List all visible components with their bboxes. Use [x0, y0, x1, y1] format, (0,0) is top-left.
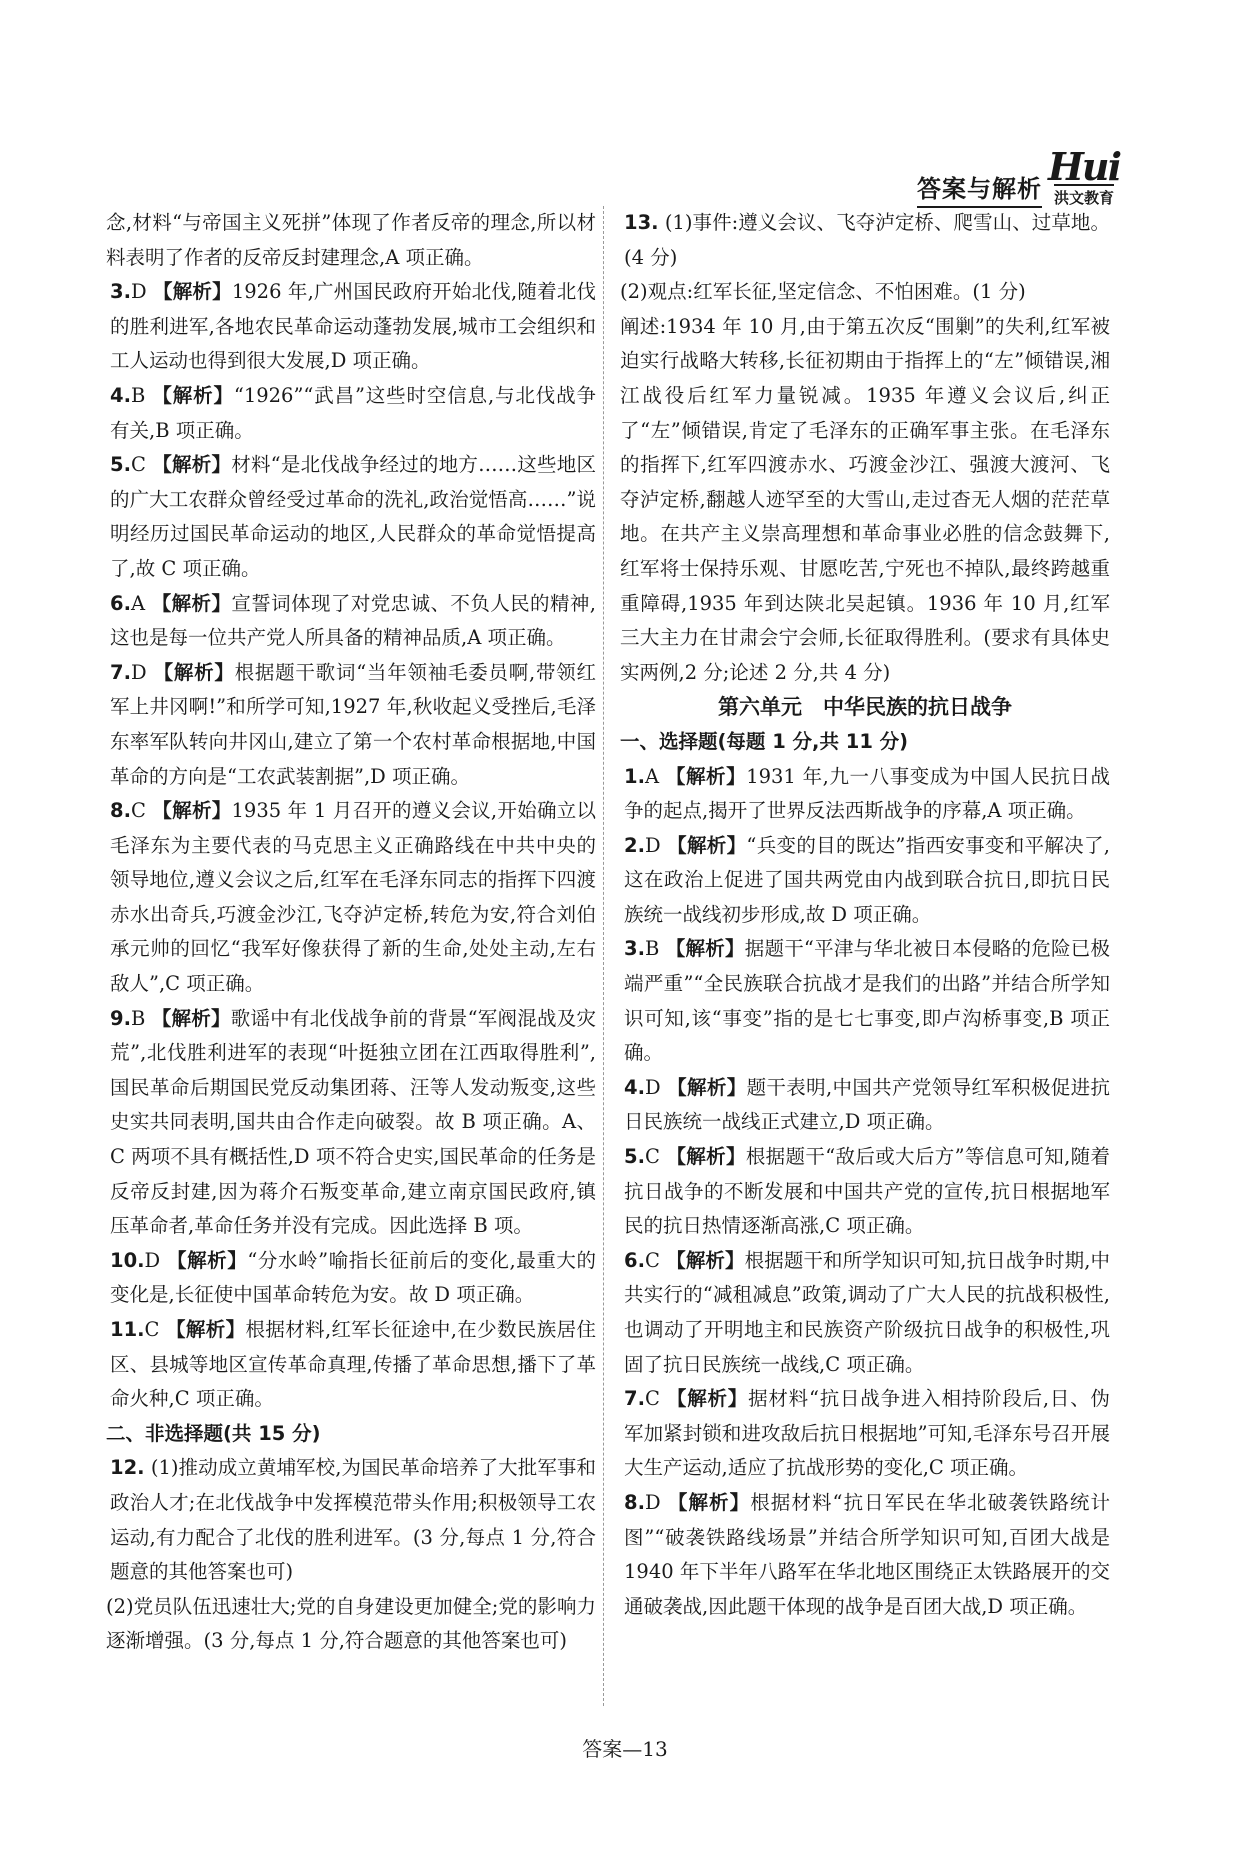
answer-item — [106, 448, 596, 586]
answer-choice: A — [130, 591, 146, 615]
left-answer-list — [106, 275, 596, 1417]
answer-item — [106, 275, 596, 379]
question-number: 2. — [624, 833, 645, 857]
question-number: 8. — [624, 1490, 645, 1514]
answer-choice: D — [130, 280, 147, 304]
answer-item — [620, 1382, 1110, 1486]
answer-choice: B — [130, 383, 146, 407]
hui-logo-icon: Hui — [1048, 144, 1120, 189]
answer-item — [106, 656, 596, 794]
analysis-tag: 【解析】 — [166, 1318, 246, 1341]
question-number: 5. — [624, 1145, 645, 1169]
analysis-tag: 【解析】 — [152, 383, 234, 407]
question-number: 7. — [110, 660, 131, 684]
answer-text: (1)推动成立黄埔军校,为国民革命培养了大批军事和政治人才;在北伐战争中发挥模范带头作用;积极领导工农运动,有力配合了北伐的胜利进军。(3 分,每点 1 分,符合题意的其他答案也可) — [110, 1456, 597, 1584]
question-number: 10. — [110, 1248, 145, 1272]
question-number: 5. — [110, 453, 131, 477]
analysis-tag: 【解析】 — [153, 280, 232, 304]
analysis-tag: 【解析】 — [666, 1145, 746, 1169]
section-heading: 一、选择题(每题 1 分,共 11 分) — [620, 729, 909, 753]
analysis-tag: 【解析】 — [666, 1387, 749, 1411]
answer-item — [106, 794, 596, 1002]
answer-text: 1931 年,九一八事变成为中国人民抗日战争的起点,揭开了世界反法西斯战争的序幕,A 项正确。 — [624, 764, 1110, 823]
question-number: 1. — [624, 764, 645, 788]
question-number: 11. — [110, 1318, 145, 1341]
analysis-tag: 【解析】 — [667, 833, 747, 857]
analysis-tag: 【解析】 — [152, 453, 232, 477]
answer-text: 歌谣中有北伐战争前的背景“军阀混战及灾荒”,北伐胜利进军的表现“叶挺独立团在江西取得胜利”,国民革命后期国民党反动集团蒋、汪等人发动叛变,这些史实共同表明,国共由合作走向破裂。故 B 项正确。A、C 两项不具有概括性,D 项不符合史实,国民革命的任务是反帝反封建,因为蒋介石叛变革命,建立南京国民政府,镇压革命者,革命任务并没有完成。因此选择 B 项。 — [110, 1006, 596, 1238]
answer-text: 据题干“平津与华北被日本侵略的危险已极端严重”“全民族联合抗战才是我们的出路”并结合所学知识可知,该“事变”指的是七七事变,即卢沟桥事变,B 项正确。 — [624, 937, 1110, 1065]
answer-choice: D — [644, 833, 661, 857]
answer-choice: A — [644, 764, 660, 788]
answer-text: 1935 年 1 月召开的遵义会议,开始确立以毛泽东为主要代表的马克思主义正确路线在中共中央的领导地位,遵义会议之后,红军在毛泽东同志的指挥下四渡赤水出奇兵,巧渡金沙江,飞夺泸定桥,转危为安,符合刘伯承元帅的回忆“我军好像获得了新的生命,处处主动,左右敌人”,C 项正确。 — [110, 799, 596, 996]
analysis-tag: 【解析】 — [665, 764, 747, 788]
answer-choice: C — [130, 799, 146, 823]
question-number: 3. — [624, 937, 645, 961]
answer-text: 根据材料“抗日军民在华北破袭铁路统计图”“破袭铁路线场景”并结合所学知识可知,百团大战是 1940 年下半年八路军在华北地区围绕正太铁路展开的交通破袭战,因此题干体现的战争是百团大战,D 项正确。 — [624, 1490, 1110, 1618]
question-number: 7. — [624, 1387, 645, 1411]
analysis-tag: 【解析】 — [151, 1006, 231, 1030]
unit-title: 第六单元 中华民族的抗日战争 — [718, 695, 1012, 720]
answer-text: 宣誓词体现了对党忠诚、不负人民的精神,这也是每一位共产党人所具备的精神品质,A 项正确。 — [110, 591, 596, 650]
analysis-tag: 【解析】 — [166, 1248, 248, 1272]
analysis-tag: 【解析】 — [666, 1248, 745, 1272]
answer-text: 根据题干和所学知识可知,抗日战争时期,中共实行的“减租减息”政策,调动了广大人民的抗战积极性,也调动了开明地主和民族资产阶级抗日战争的积极性,巩固了抗日民族统一战线,C 项正确。 — [624, 1248, 1110, 1376]
answer-choice: B — [130, 1006, 146, 1030]
answer-item — [620, 1486, 1110, 1624]
answer-choice: C — [130, 453, 146, 477]
column-divider — [603, 206, 604, 1706]
answer-item — [106, 1002, 596, 1244]
answer-text: “1926”“武昌”这些时空信息,与北伐战争有关,B 项正确。 — [110, 383, 596, 442]
brand-logo — [1048, 144, 1120, 208]
answer-item — [620, 1140, 1110, 1244]
answer-choice: B — [644, 937, 660, 961]
answer-item-13 — [620, 206, 1110, 275]
answer-choice: C — [644, 1387, 660, 1411]
answer-choice: D — [644, 1490, 661, 1514]
answer-item — [620, 932, 1110, 1070]
question-number: 9. — [110, 1006, 131, 1030]
analysis-tag: 【解析】 — [665, 937, 745, 961]
answer-text: 材料“是北伐战争经过的地方……这些地区的广大工农群众曾经受过革命的洗礼,政治觉悟高……”说明经历过国民革命运动的地区,人民群众的革命觉悟提高了,故 C 项正确。 — [110, 453, 596, 580]
question-number: 4. — [624, 1075, 645, 1099]
answer-text: 根据题干“敌后或大后方”等信息可知,随着抗日战争的不断发展和中国共产党的宣传,抗日根据地军民的抗日热情逐渐高涨,C 项正确。 — [624, 1145, 1110, 1238]
analysis-tag: 【解析】 — [152, 799, 232, 823]
answer-text: (1)事件:遵义会议、飞夺泸定桥、爬雪山、过草地。(4 分) — [624, 211, 1110, 269]
answer-item — [106, 1244, 596, 1313]
brand-name: 洪文教育 — [1054, 184, 1114, 208]
question-number: 12. — [110, 1456, 145, 1480]
analysis-tag: 【解析】 — [151, 591, 232, 615]
answer-text: 1926 年,广州国民政府开始北伐,随着北伐的胜利进军,各地农民革命运动蓬勃发展,城市工会组织和工人运动也得到很大发展,D 项正确。 — [110, 280, 596, 373]
analysis-tag: 【解析】 — [667, 1490, 751, 1514]
left-column — [106, 206, 596, 1659]
answer-item — [106, 379, 596, 448]
section-heading: 二、非选择题(共 15 分) — [106, 1421, 321, 1445]
answer-item — [620, 829, 1110, 933]
question-number: 6. — [624, 1248, 645, 1272]
analysis-tag: 【解析】 — [153, 660, 235, 684]
answer-item — [620, 760, 1110, 829]
header-title: 答案与解析 — [917, 169, 1042, 208]
page-number: 答案—13 — [582, 1737, 668, 1761]
answer-item — [620, 1071, 1110, 1140]
question-number: 3. — [110, 280, 131, 304]
answer-text: “分水岭”喻指长征前后的变化,最重大的变化是,长征使中国革命转危为安。故 D 项正确。 — [110, 1248, 596, 1307]
answer-text: (2)党员队伍迅速壮大;党的自身建设更加健全;党的影响力逐渐增强。(3 分,每点 1 分,符合题意的其他答案也可) — [106, 1594, 596, 1653]
answer-choice: C — [644, 1145, 660, 1169]
answer-text: 题干表明,中国共产党领导红军积极促进抗日民族统一战线正式建立,D 项正确。 — [624, 1075, 1110, 1134]
answer-text: 根据题干歌词“当年领袖毛委员啊,带领红军上井冈啊!”和所学可知,1927 年,秋收起义受挫后,毛泽东率军队转向井冈山,建立了第一个农村革命根据地,中国革命的方向是“工农武装割据”,D 项正确。 — [110, 660, 596, 788]
page-header — [917, 144, 1120, 208]
answer-text: (2)观点:红军长征,坚定信念、不怕困难。(1 分) — [620, 280, 1026, 304]
question-number: 6. — [110, 591, 131, 615]
right-column — [620, 206, 1110, 1624]
answer-text: 根据材料,红军长征途中,在少数民族居住区、县城等地区宣传革命真理,传播了革命思想,播下了革命火种,C 项正确。 — [110, 1318, 596, 1411]
question-number: 4. — [110, 383, 131, 407]
analysis-tag: 【解析】 — [667, 1075, 747, 1099]
answer-choice: D — [144, 1248, 161, 1272]
answer-choice: C — [644, 1248, 660, 1272]
answer-text: 据材料“抗日战争进入相持阶段后,日、伪军加紧封锁和进攻敌后抗日根据地”可知,毛泽东号召开展大生产运动,适应了抗战形势的变化,C 项正确。 — [624, 1387, 1110, 1480]
answer-choice: C — [144, 1318, 160, 1341]
continuation-text: 念,材料“与帝国主义死拼”体现了作者反帝的理念,所以材料表明了作者的反帝反封建理念,A 项正确。 — [106, 211, 596, 269]
answer-item — [106, 1313, 596, 1417]
answer-text: 阐述:1934 年 10 月,由于第五次反“围剿”的失利,红军被迫实行战略大转移,长征初期由于指挥上的“左”倾错误,湘江战役后红军力量锐减。1935 年遵义会议后,纠正了“左”倾错误,肯定了毛泽东的正确军事主张。在毛泽东的指挥下,红军四渡赤水、巧渡金沙江、强渡大渡河、飞夺泸定桥,翻越人迹罕至的大雪山,走过杳无人烟的茫茫草地。在共产主义崇高理想和革命事业必胜的信念鼓舞下,红军将士保持乐观、甘愿吃苦,宁死也不掉队,最终跨越重重障碍,1935 年到达陕北吴起镇。1936 年 10 月,红军三大主力在甘肃会宁会师,长征取得胜利。(要求有具体史实两例,2 分;论述 2 分,共 4 分) — [620, 314, 1110, 684]
answer-item — [620, 1244, 1110, 1382]
answer-choice: D — [130, 660, 147, 684]
answer-text: “兵变的目的既达”指西安事变和平解决了,这在政治上促进了国共两党由内战到联合抗日,即抗日民族统一战线初步形成,故 D 项正确。 — [624, 833, 1110, 926]
right-answer-list — [620, 760, 1110, 1625]
answer-item-12 — [106, 1451, 596, 1589]
answer-choice: D — [644, 1075, 661, 1099]
question-number: 8. — [110, 799, 131, 823]
question-number: 13. — [624, 211, 659, 234]
answer-item — [106, 587, 596, 656]
